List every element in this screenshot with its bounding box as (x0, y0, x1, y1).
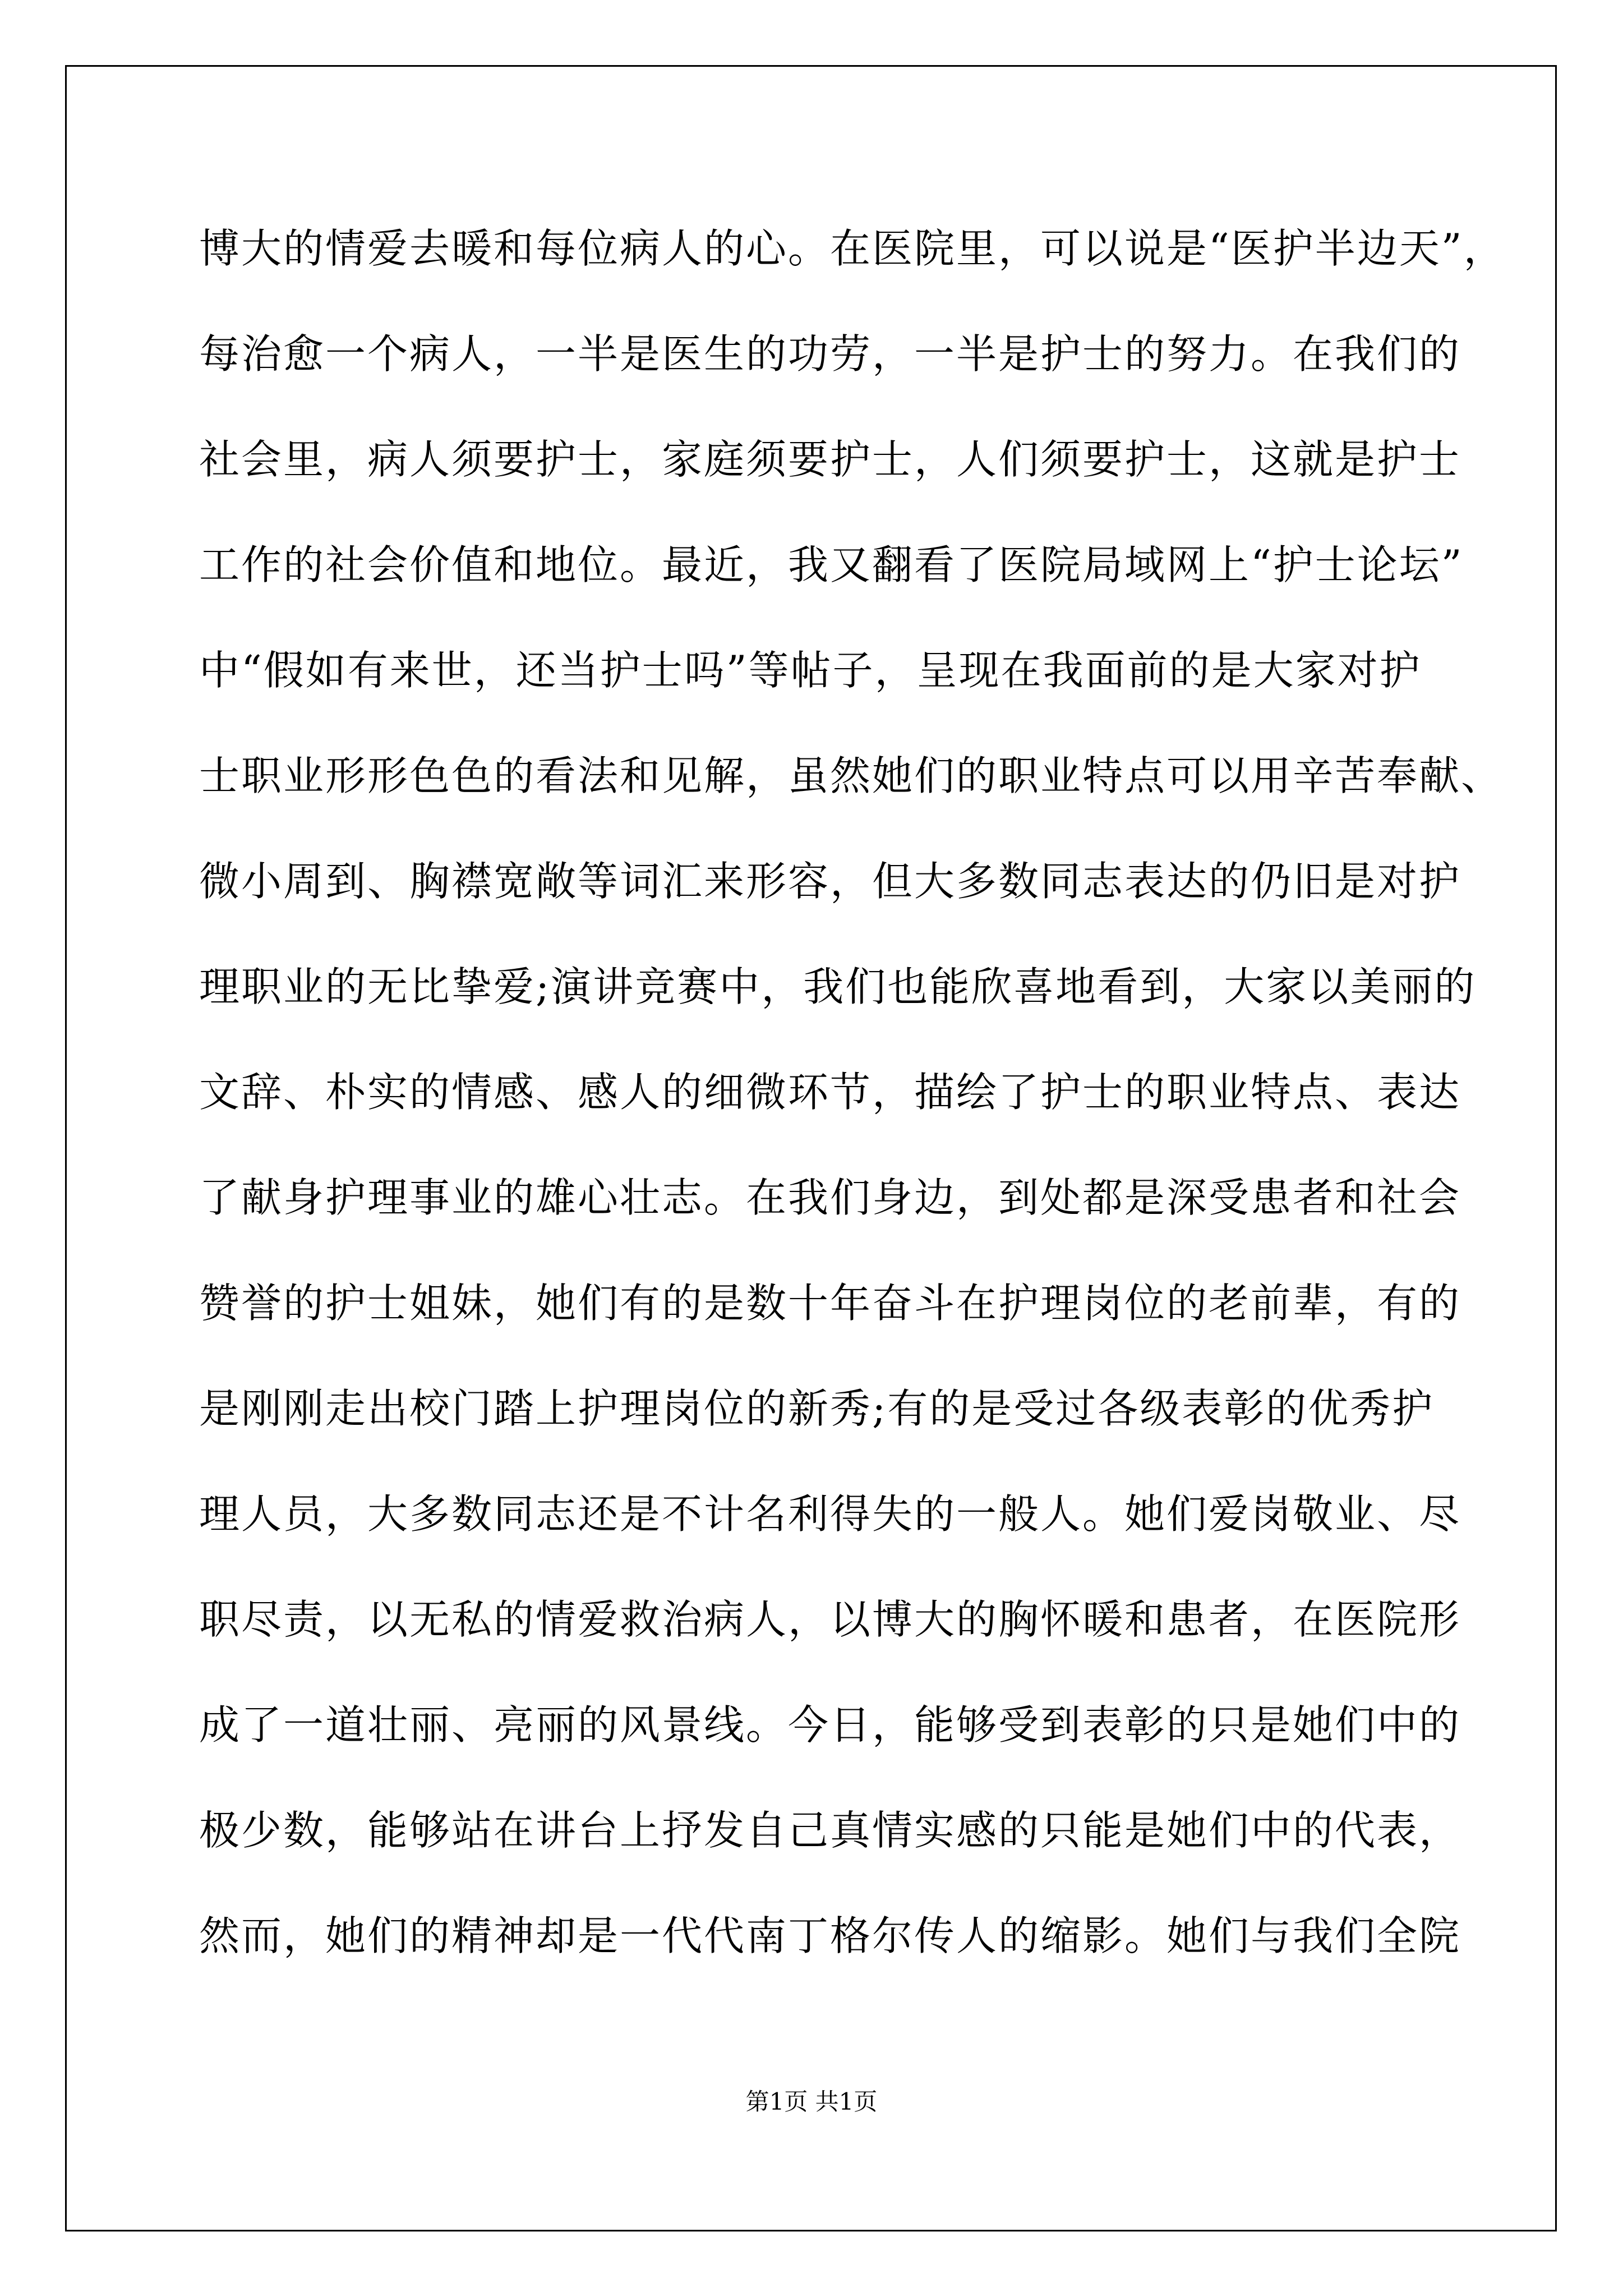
text-line-11: 赞誉的护士姐妹，她们有的是数十年奋斗在护理岗位的老前辈，有的 (199, 1280, 1461, 1327)
text-line-9: 文辞、朴实的情感、感人的细微环节，描绘了护士的职业特点、表达 (199, 1069, 1461, 1116)
text-line-3: 社会里，病人须要护士，家庭须要护士，人们须要护士，这就是护士 (199, 436, 1461, 483)
text-line-2: 每治愈一个病人，一半是医生的功劳，一半是护士的努力。在我们的 (199, 330, 1461, 378)
text-line-12: 是刚刚走出校门踏上护理岗位的新秀;有的是受过各级表彰的优秀护 (199, 1385, 1435, 1432)
text-line-6: 士职业形形色色的看法和见解，虽然她们的职业特点可以用辛苦奉献、 (199, 752, 1504, 799)
text-line-4: 工作的社会价值和地位。最近，我又翻看了医院局域网上“护士论坛” (199, 541, 1464, 588)
text-line-5: 中“假如有来世，还当护士吗”等帖子，呈现在我面前的是大家对护 (199, 647, 1422, 694)
text-line-15: 成了一道壮丽、亮丽的风景线。今日，能够受到表彰的只是她们中的 (199, 1701, 1461, 1749)
text-line-13: 理人员，大多数同志还是不计名利得失的一般人。她们爱岗敬业、尽 (199, 1490, 1461, 1538)
text-line-1: 博大的情爱去暖和每位病人的心。在医院里，可以说是“医护半边天”， (199, 225, 1506, 272)
text-line-16: 极少数，能够站在讲台上抒发自己真情实感的只能是她们中的代表， (199, 1807, 1461, 1854)
page-number-footer: 第1页 共1页 (745, 2088, 878, 2115)
text-line-8: 理职业的无比挚爱;演讲竞赛中，我们也能欣喜地看到，大家以美丽的 (199, 963, 1477, 1010)
text-line-10: 了献身护理事业的雄心壮志。在我们身边，到处都是深受患者和社会 (199, 1174, 1461, 1221)
document-body (199, 224, 1506, 2017)
text-line-17: 然而，她们的精神却是一代代南丁格尔传人的缩影。她们与我们全院 (199, 1912, 1461, 1959)
text-line-14: 职尽责，以无私的情爱救治病人，以博大的胸怀暖和患者，在医院形 (199, 1596, 1461, 1643)
text-line-7: 微小周到、胸襟宽敞等词汇来形容，但大多数同志表达的仍旧是对护 (199, 858, 1461, 905)
